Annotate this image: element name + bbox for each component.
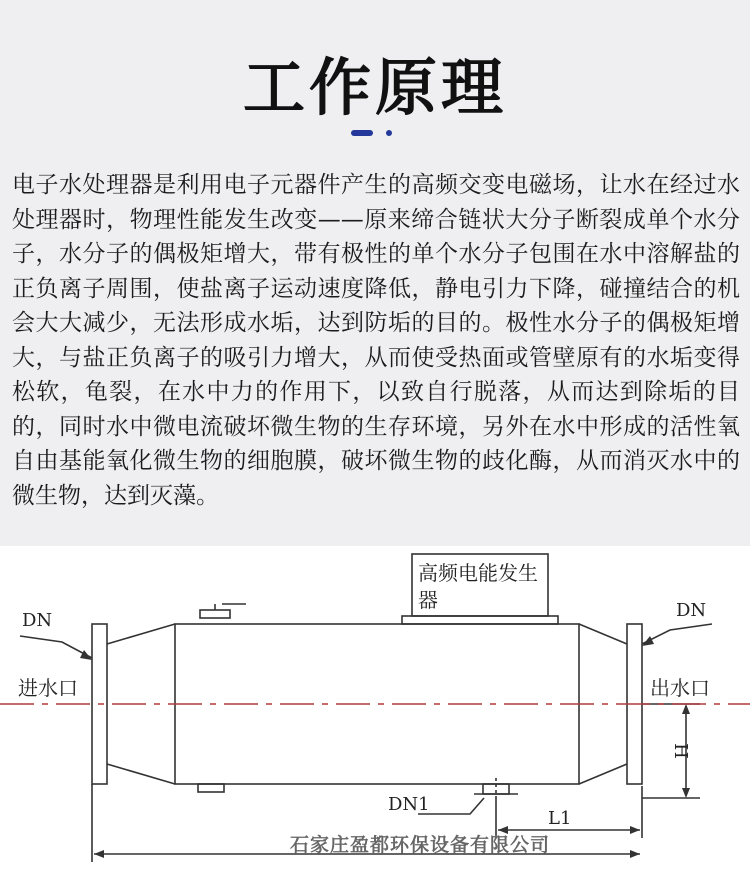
company-watermark: 石家庄盈都环保设备有限公司 — [290, 834, 551, 856]
generator-mount — [402, 616, 558, 624]
page-title: 工作原理 — [242, 51, 507, 124]
outlet-label: 出水口 — [650, 676, 710, 700]
diagram-drawing — [0, 546, 750, 870]
bottom-tab — [198, 784, 224, 792]
h-label: H — [669, 743, 691, 759]
device-diagram — [0, 546, 750, 870]
top-valve — [200, 610, 230, 618]
inlet-label: 进水口 — [18, 676, 78, 700]
dn1-label: DN1 — [388, 794, 430, 815]
dn-right-label: DN — [676, 600, 707, 621]
dn-left-label: DN — [22, 610, 53, 631]
generator-label: 高频电能发生器 — [418, 561, 538, 612]
principle-description: 电子水处理器是利用电子元器件产生的高频交变电磁场，让水在经过水处理器时，物理性能发生改变——原来缔合链状大分子断裂成单个水分子，水分子的偶极矩增大，带有极性的单个水分子包围在水中溶解盐的正负离子周围，使盐离子运动速度降低，静电引力下降，碰撞结合的机会大大减少，无法形成水垢，达到防垢的目的。极性水分子的偶极矩增大，与盐正负离子的吸引力增大，从而使受热面或管壁原有的水垢变得松软，龟裂，在水中力的作用下，以致自行脱落，从而达到除垢的目的，同时水中微电流破坏微生物的生存环境，另外在水中形成的活性氧自由基能氧化微生物的细胞膜，破坏微生物的歧化酶，从而消灭水中的微生物，达到灭藻。 — [12, 172, 740, 509]
l1-label: L1 — [548, 808, 572, 829]
divider-bar — [351, 130, 373, 136]
divider-dot — [386, 130, 392, 136]
